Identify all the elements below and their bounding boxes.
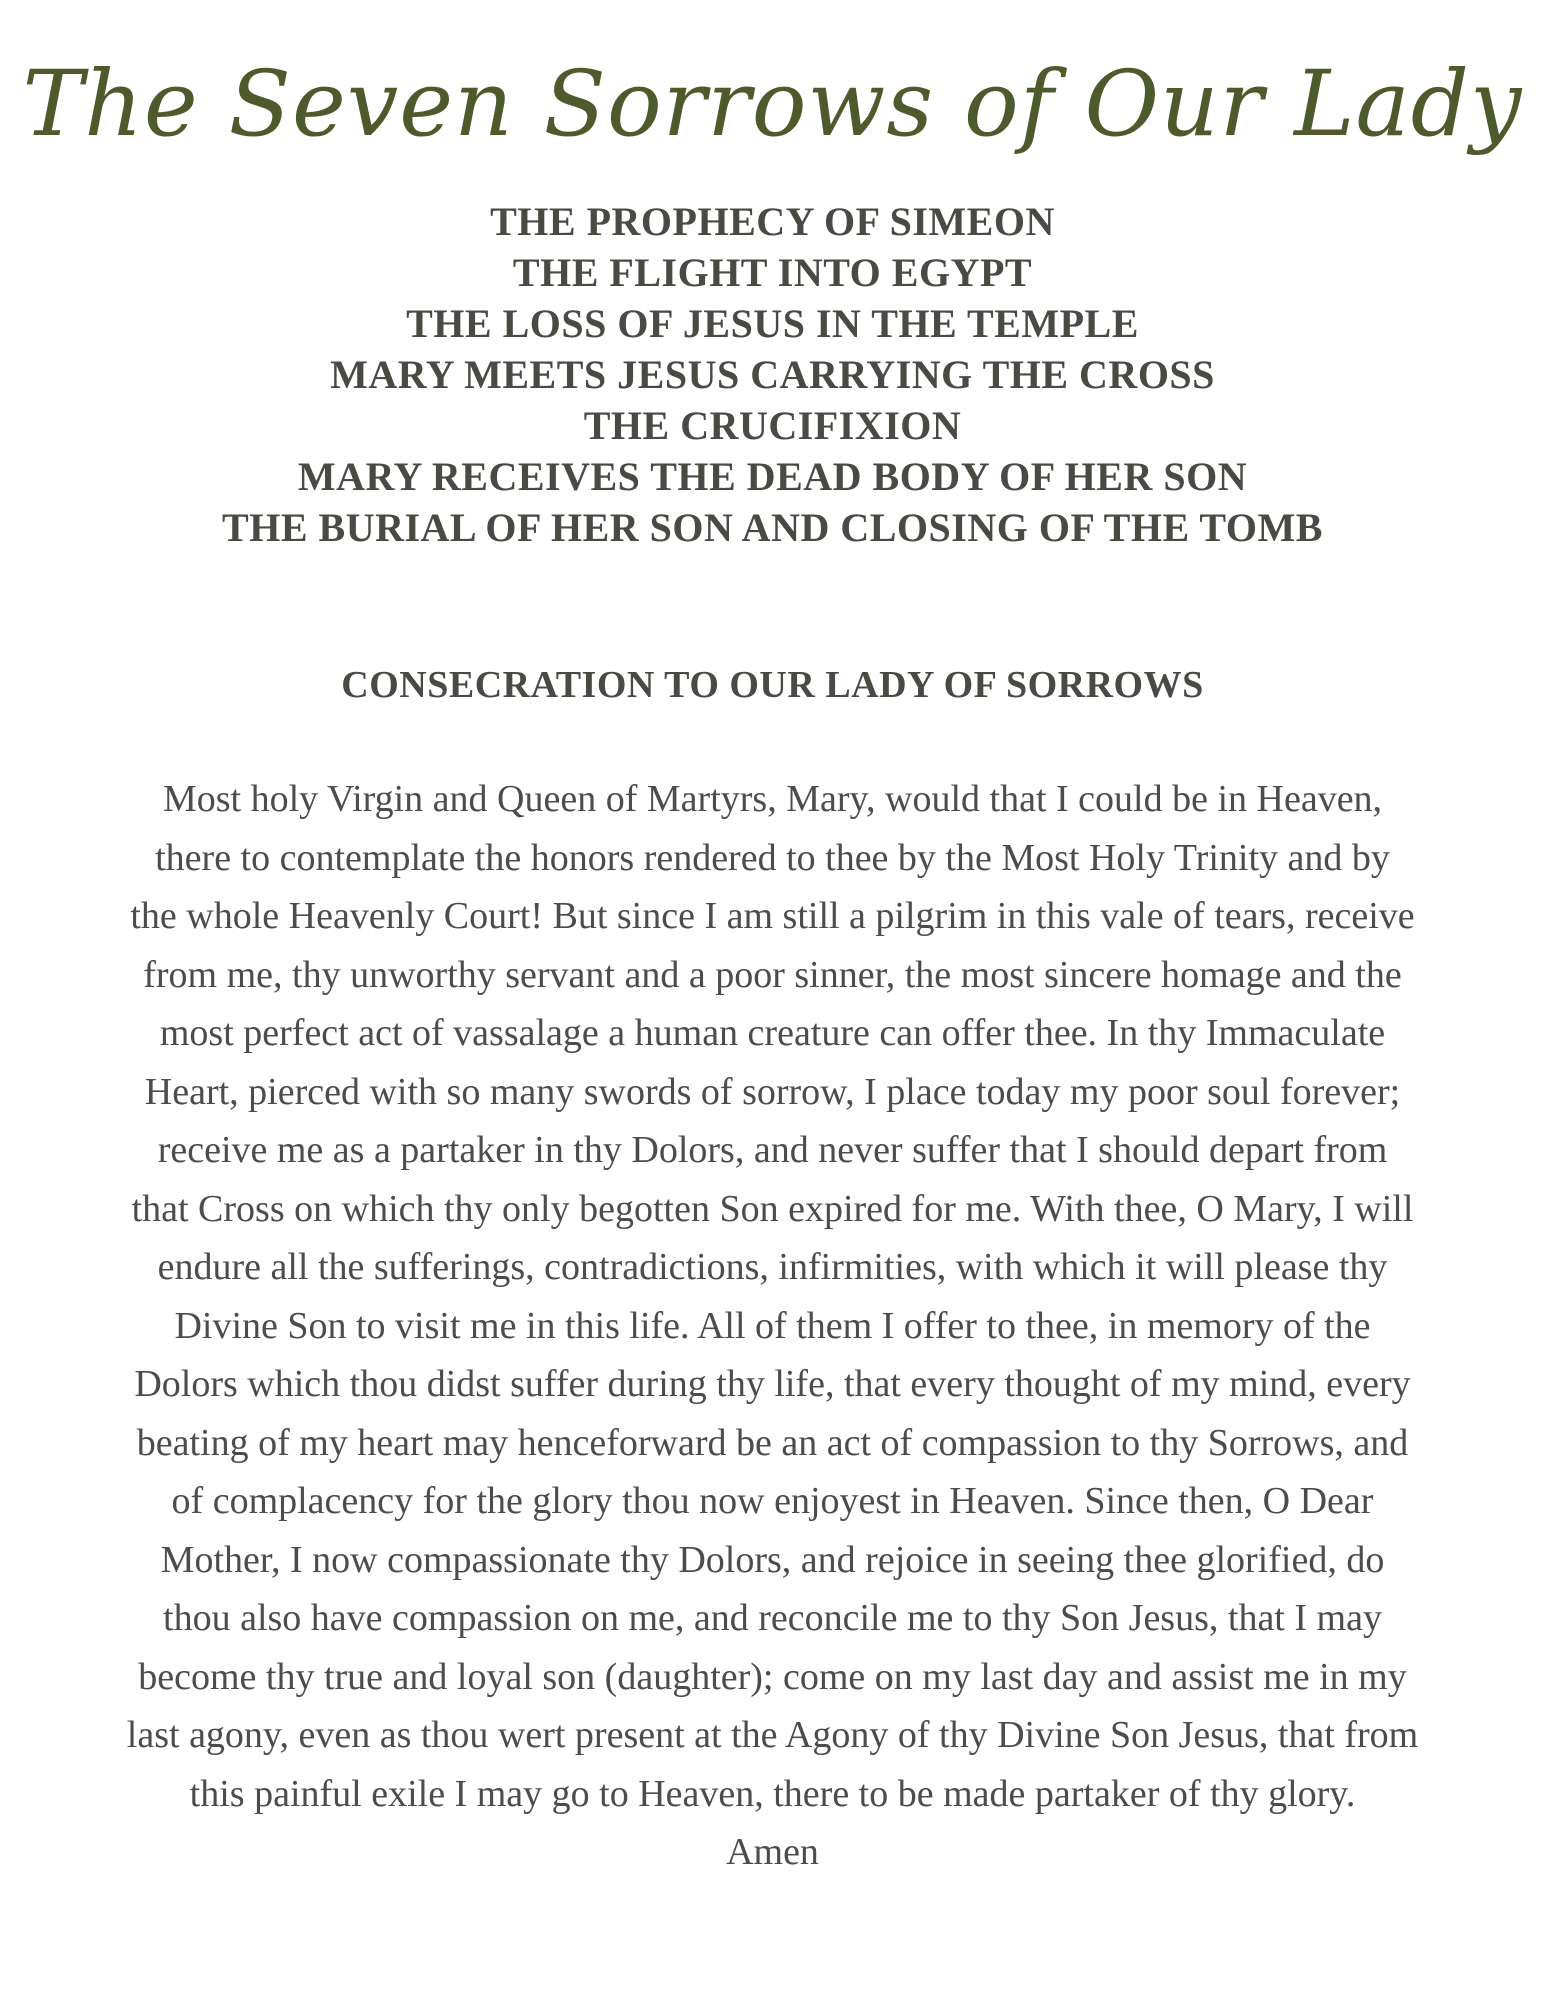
sorrow-item-4: MARY MEETS JESUS CARRYING THE CROSS xyxy=(330,352,1215,397)
prayer-line: receive me as a partaker in thy Dolors, and never suffer that I should depart from xyxy=(157,1129,1388,1171)
prayer-line: endure all the sufferings, contradictions, infirmities, with which it will please thy xyxy=(157,1246,1388,1288)
sorrow-item-5: THE CRUCIFIXION xyxy=(583,403,962,448)
sorrow-item-1: THE PROPHECY OF SIMEON xyxy=(490,199,1055,244)
prayer-line: beating of my heart may henceforward be an act of compassion to thy Sorrows, and xyxy=(136,1421,1409,1464)
consecration-heading: CONSECRATION TO OUR LADY OF SORROWS xyxy=(341,664,1204,706)
prayer-line: Most holy Virgin and Queen of Martyrs, Mary, would that I could be in Heaven, xyxy=(162,778,1383,820)
prayer-line: from me, thy unworthy servant and a poor sinner, the most sincere homage and the xyxy=(143,953,1402,996)
page-title: The Seven Sorrows of Our Lady xyxy=(22,52,1523,157)
sorrow-item-2: THE FLIGHT INTO EGYPT xyxy=(512,250,1033,295)
prayer-line: Dolors which thou didst suffer during thy life, that every thought of my mind, every xyxy=(134,1363,1411,1405)
prayer-line: Mother, I now compassionate thy Dolors, and rejoice in seeing thee glorified, do xyxy=(160,1538,1385,1581)
prayer-line: become thy true and loyal son (daughter); come on my last day and assist me in my xyxy=(138,1655,1407,1698)
prayer-amen: Amen xyxy=(726,1831,819,1873)
prayer-line: last agony, even as thou wert present at the Agony of thy Divine Son Jesus, that from xyxy=(126,1714,1419,1756)
sorrow-item-3: THE LOSS OF JESUS IN THE TEMPLE xyxy=(406,301,1139,346)
prayer-line: the whole Heavenly Court! But since I am still a pilgrim in this vale of tears, receive xyxy=(130,895,1415,937)
consecration-prayer xyxy=(40,770,1505,1882)
prayer-line: Divine Son to visit me in this life. All of them I offer to thee, in memory of the xyxy=(174,1304,1371,1347)
prayer-line: that Cross on which thy only begotten Son expired for me. With thee, O Mary, I will xyxy=(131,1187,1414,1230)
prayer-line: there to contemplate the honors rendered to thee by the Most Holy Trinity and by xyxy=(155,836,1390,879)
sorrows-list xyxy=(0,196,1545,553)
prayer-line: thou also have compassion on me, and reconcile me to thy Son Jesus, that I may xyxy=(163,1597,1382,1639)
prayer-line: this painful exile I may go to Heaven, there to be made partaker of thy glory. xyxy=(189,1772,1356,1815)
sorrow-item-7: THE BURIAL OF HER SON AND CLOSING OF THE TOMB xyxy=(222,505,1323,550)
prayer-line: of complacency for the glory thou now enjoyest in Heaven. Since then, O Dear xyxy=(171,1480,1374,1522)
sorrow-item-6: MARY RECEIVES THE DEAD BODY OF HER SON xyxy=(297,454,1248,499)
prayer-line: most perfect act of vassalage a human creature can offer thee. In thy Immaculate xyxy=(159,1012,1386,1054)
prayer-line: Heart, pierced with so many swords of sorrow, I place today my poor soul forever; xyxy=(144,1070,1401,1113)
